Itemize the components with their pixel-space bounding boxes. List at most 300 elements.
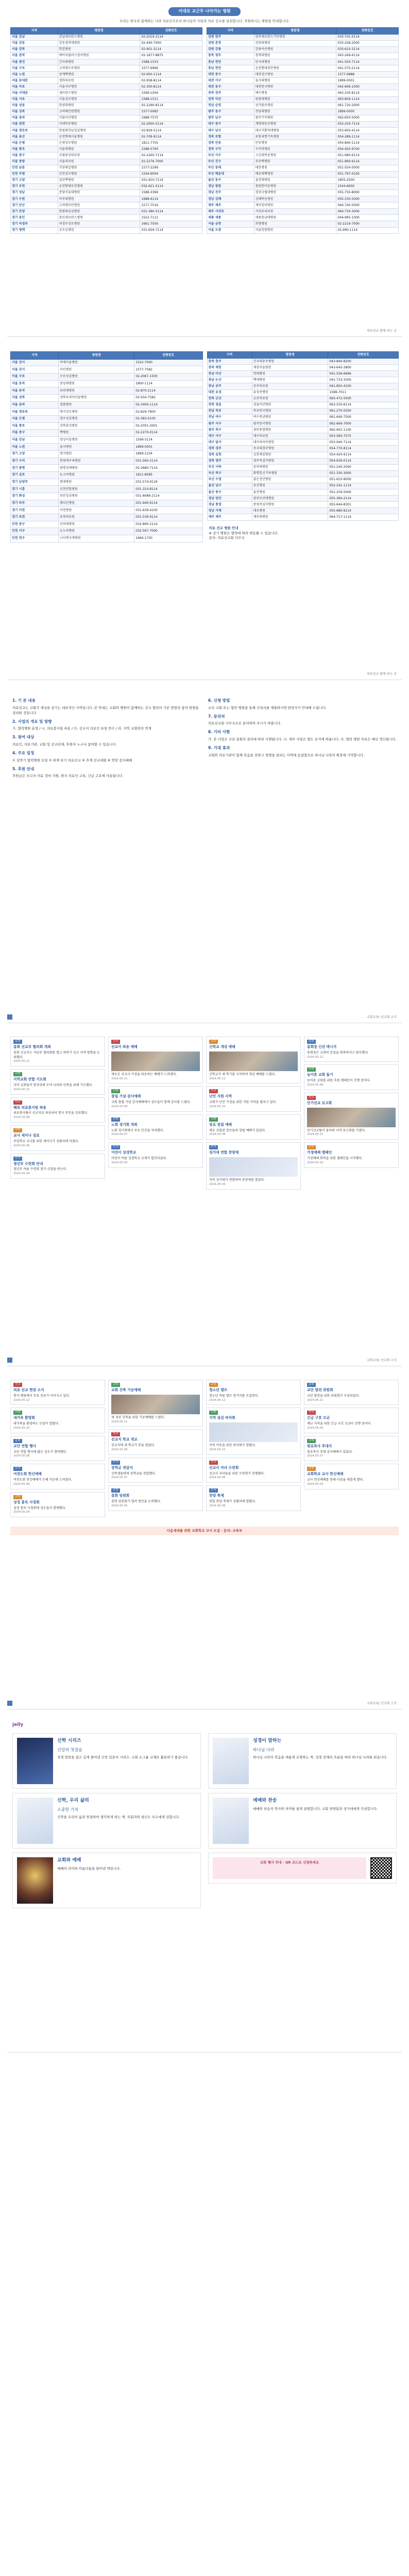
category-badge: 총회 bbox=[13, 1040, 22, 1044]
news-card[interactable] bbox=[304, 1142, 399, 1167]
table-row bbox=[207, 90, 399, 96]
hospital-name-cell: 제천서울병원 bbox=[252, 365, 328, 371]
news-date: 2024.05.08 bbox=[13, 1116, 30, 1120]
news-headline[interactable]: 지역 섬김 바자회 bbox=[209, 1416, 235, 1420]
book-title[interactable]: 교회와 예배 bbox=[57, 1858, 81, 1863]
news-card[interactable] bbox=[10, 1436, 105, 1461]
section-paragraph: 의료인, 의료기관, 교회 및 선교단체, 후원자 누구나 참여할 수 있습니다. bbox=[12, 742, 117, 747]
table-row bbox=[11, 103, 202, 109]
region-cell: 울산 동구 bbox=[207, 177, 254, 183]
column-header: 지역 bbox=[11, 352, 59, 360]
phone-cell: 053-650-4114 bbox=[336, 128, 399, 134]
news-headline[interactable]: 장로 장립 예배 bbox=[209, 1122, 232, 1127]
table-row bbox=[207, 171, 399, 177]
region-cell: 충남 천안 bbox=[207, 59, 254, 65]
book-subtitle: 소중한 가치 bbox=[57, 1807, 79, 1812]
news-headline[interactable]: 농어촌 교회 돕기 bbox=[307, 1073, 333, 1077]
book-title[interactable]: 신학, 우리 삶의 bbox=[57, 1798, 89, 1804]
phone-cell: 02-2276-7000 bbox=[140, 159, 202, 165]
news-headline[interactable]: 총회장 신년 메시지 bbox=[307, 1044, 337, 1049]
book-description: 신학을 우리의 삶과 연결하여 생각하게 하는 책. 목회자와 평신도 모두에게 권합니다. bbox=[57, 1815, 180, 1819]
phone-cell: 041-733-3300 bbox=[328, 377, 399, 383]
news-summary: 가정예배 회복을 위한 캠페인을 시작했다. bbox=[307, 1157, 363, 1161]
news-card[interactable] bbox=[304, 1037, 399, 1062]
hospital-name-cell: 한림대강남성심병원 bbox=[58, 128, 140, 134]
region-cell: 서울 마포 bbox=[11, 84, 58, 90]
category-badge: 교육 bbox=[307, 1467, 316, 1471]
table-row bbox=[207, 96, 399, 103]
category-badge: 교회 bbox=[13, 1411, 22, 1415]
news-date: 2024.05.12 bbox=[307, 1055, 323, 1059]
news-headline[interactable]: 교회학교 교사 헌신예배 bbox=[307, 1472, 344, 1477]
table-row bbox=[207, 65, 399, 72]
news-date: 2024.05.08 bbox=[209, 1133, 226, 1137]
book-description: 하나님 나라의 복음을 새롭게 조명하는 책. 성경 전체의 흐름을 따라 하나님 나라를 읽습니다. bbox=[253, 1755, 388, 1759]
table-row bbox=[207, 496, 399, 502]
hospital-table-left-2 bbox=[10, 351, 203, 543]
phone-cell: 041-550-7114 bbox=[336, 59, 399, 65]
news-card[interactable] bbox=[10, 1380, 105, 1405]
hospital-name-cell: 순천향대천안병원 bbox=[254, 65, 336, 72]
news-column bbox=[10, 1380, 105, 1517]
hospital-name-cell: 건국대충주병원 bbox=[252, 359, 328, 365]
hospital-name-cell: 온누리병원 bbox=[58, 528, 134, 535]
news-card[interactable] bbox=[206, 1458, 301, 1483]
news-photo bbox=[111, 1395, 200, 1414]
news-card[interactable] bbox=[10, 1492, 105, 1517]
region-cell: 충남 천안 bbox=[207, 65, 254, 72]
phone-cell: 031-659-7114 bbox=[140, 227, 202, 233]
news-headline[interactable]: 총회 임원회 bbox=[111, 1494, 130, 1498]
hospital-name-cell: 정읍아산병원 bbox=[252, 402, 328, 408]
hospital-name-cell: 단국대병원 bbox=[254, 59, 336, 65]
region-cell: 경북 구미 bbox=[207, 146, 254, 152]
book-title[interactable]: 신학 시리즈 bbox=[57, 1738, 81, 1744]
news-card[interactable] bbox=[108, 1458, 203, 1483]
hospital-name-cell: 서귀포의료원 bbox=[254, 209, 336, 215]
brand-logo: jelly bbox=[12, 1722, 24, 1727]
category-badge: 총회 bbox=[111, 1488, 120, 1493]
news-headline[interactable]: 원로목사 추대식 bbox=[307, 1444, 332, 1448]
note-item: 문의: 의료선교회 사무국 bbox=[209, 536, 245, 540]
news-headline[interactable]: 선교사 자녀 수련회 bbox=[209, 1465, 239, 1470]
region-cell: 서울 영등포 bbox=[11, 128, 58, 134]
table-row bbox=[207, 458, 399, 464]
news-card[interactable] bbox=[304, 1093, 399, 1140]
category-badge: 교육 bbox=[13, 1128, 22, 1132]
hospital-name-cell: 계명대동산병원 bbox=[254, 121, 336, 127]
region-cell: 대전 동구 bbox=[207, 84, 254, 90]
hospital-name-cell: 중앙대병원 bbox=[58, 380, 134, 387]
news-column bbox=[10, 1037, 105, 1190]
region-cell: 대구 중구 bbox=[207, 121, 254, 127]
book-title[interactable]: 성경이 말하는 bbox=[253, 1738, 282, 1744]
region-cell: 경기 의정부 bbox=[11, 221, 58, 227]
table-row bbox=[11, 121, 202, 127]
category-badge: 교육 bbox=[307, 1145, 316, 1149]
category-badge: 소식 bbox=[13, 1157, 22, 1161]
table-row bbox=[11, 387, 203, 395]
recruit-strip: 다음세대를 위한 교회학교 교사 모집 · 문의: 교육부 bbox=[10, 1527, 399, 1535]
news-card[interactable] bbox=[206, 1380, 301, 1405]
hospital-name-cell: 통영적십자병원 bbox=[252, 502, 328, 508]
news-card[interactable] bbox=[108, 1037, 203, 1083]
table-row bbox=[207, 421, 399, 427]
news-summary: 여전도회 헌신예배가 은혜 가운데 드려졌다. bbox=[13, 1478, 72, 1482]
news-headline[interactable]: 어린이 성경학교 bbox=[111, 1150, 137, 1155]
phone-cell: 032-567-7000 bbox=[134, 528, 202, 535]
hospital-name-cell: 목포한국병원 bbox=[252, 408, 328, 414]
news-headline[interactable]: 단기선교 보고회 bbox=[307, 1100, 332, 1105]
news-column bbox=[206, 1037, 301, 1190]
region-cell: 경기 성남 bbox=[11, 190, 58, 196]
hospital-name-cell: 가천대길병원 bbox=[58, 165, 140, 171]
phone-cell: 051-330-3000 bbox=[328, 470, 399, 477]
article-sheet bbox=[7, 689, 402, 1023]
news-card[interactable] bbox=[206, 1037, 301, 1083]
hospital-name-cell: 울산병원 bbox=[252, 489, 328, 496]
hospital-name-cell: 대구의료원 bbox=[252, 433, 328, 439]
region-cell: 서울 양천 bbox=[11, 121, 58, 127]
column-header: 병원명 bbox=[58, 352, 134, 360]
hospital-name-cell: 강릉아산병원 bbox=[254, 46, 336, 53]
news-headline[interactable]: 지역교회 연합 기도회 bbox=[13, 1077, 46, 1082]
table-row bbox=[207, 414, 399, 420]
phone-cell: 043-269-6114 bbox=[336, 53, 399, 59]
region-cell: 경기 구리 bbox=[11, 457, 59, 465]
phone-cell: 053-560-7575 bbox=[328, 433, 399, 439]
region-cell: 서울 금천 bbox=[207, 221, 254, 227]
phone-cell: 031-639-4100 bbox=[134, 507, 202, 514]
table-row bbox=[11, 40, 202, 46]
table-row bbox=[11, 436, 203, 444]
news-summary: 어린이 여름 성경학교 교재가 발간되었다. bbox=[111, 1157, 167, 1161]
table-row bbox=[11, 78, 202, 84]
news-headline[interactable]: 의료 선교 현장 소식 bbox=[13, 1387, 44, 1392]
news-card[interactable] bbox=[10, 1037, 105, 1066]
news-headline[interactable]: 청소년 캠프 bbox=[209, 1387, 228, 1392]
region-cell: 서울 구로 bbox=[11, 65, 58, 72]
news-date: 2024.05.03 bbox=[209, 1182, 226, 1186]
hospital-name-cell: 군산의료원 bbox=[252, 396, 328, 402]
news-card[interactable] bbox=[108, 1429, 203, 1454]
region-cell: 서울 구로 bbox=[11, 374, 59, 381]
news-photo bbox=[111, 1052, 200, 1071]
region-cell: 서울 성북 bbox=[11, 394, 59, 401]
phone-cell: 1588-7011 bbox=[328, 389, 399, 396]
section-heading: 4. 주요 일정 bbox=[12, 751, 35, 756]
region-cell: 서울 중구 bbox=[11, 152, 58, 159]
news-summary: 새로 선출된 장로들의 장립 예배가 있었다. bbox=[209, 1128, 266, 1132]
phone-cell: 053-940-7114 bbox=[328, 439, 399, 446]
sheet-footer: 교회교육/ 선교회 소식 bbox=[366, 1701, 397, 1705]
news-headline[interactable]: 난민 지원 사역 bbox=[209, 1094, 232, 1099]
phone-cell: 1666-1700 bbox=[134, 535, 202, 542]
phone-cell: 02-2001-2001 bbox=[134, 422, 202, 430]
region-cell: 서울 강서 bbox=[11, 366, 59, 374]
phone-cell: 043-840-8200 bbox=[328, 359, 399, 365]
news-date: 2024.05.09 bbox=[111, 1448, 128, 1451]
news-headline[interactable]: 성경 통독 사경회 bbox=[13, 1500, 40, 1504]
news-summary: 선교지에 새 학교가 문을 열었다. bbox=[111, 1444, 155, 1448]
region-cell: 경기 광명 bbox=[11, 465, 59, 472]
hospital-name-cell: 굿모닝병원 bbox=[58, 227, 140, 233]
phone-cell: 1811-7755 bbox=[140, 140, 202, 146]
news-headline[interactable]: 신학교 개강 예배 bbox=[209, 1044, 235, 1049]
table-row bbox=[207, 446, 399, 452]
news-card[interactable] bbox=[304, 1436, 399, 1461]
book-ad[interactable] bbox=[208, 1733, 397, 1789]
news-card[interactable] bbox=[10, 1069, 105, 1094]
news-card[interactable] bbox=[108, 1380, 203, 1427]
phone-cell: 061-640-7500 bbox=[328, 414, 399, 420]
hospital-name-cell: 현대병원 bbox=[58, 479, 134, 486]
book-title[interactable]: 예배와 찬송 bbox=[253, 1798, 277, 1804]
ads-column-right bbox=[208, 1733, 397, 1908]
category-badge: 교육 bbox=[13, 1495, 22, 1499]
book-ad[interactable] bbox=[12, 1733, 201, 1789]
phone-cell: 051-797-0100 bbox=[336, 171, 399, 177]
table-row bbox=[11, 115, 202, 121]
news-headline[interactable]: 청년부 수련회 안내 bbox=[13, 1161, 43, 1166]
table-row bbox=[207, 389, 399, 396]
sheet-footer: 교회교육/ 선교회 소식 bbox=[366, 1015, 397, 1019]
hospital-name-cell: 대동병원 bbox=[254, 165, 336, 171]
news-headline[interactable]: 창립 기념 감사예배 bbox=[111, 1094, 141, 1099]
phone-cell: 055-360-2114 bbox=[328, 496, 399, 502]
news-summary: 연합 찬양 축제가 성황리에 열렸다. bbox=[209, 1500, 256, 1504]
region-cell: 제주 서귀포 bbox=[207, 209, 254, 215]
phone-cell: 1588-3369 bbox=[140, 190, 202, 196]
news-card[interactable] bbox=[108, 1114, 203, 1140]
hospital-name-cell: 용인세브란스병원 bbox=[58, 215, 140, 221]
news-summary: 노회 정기회에서 주요 안건을 처리했다. bbox=[111, 1128, 164, 1132]
region-cell: 서울 노원 bbox=[11, 444, 59, 451]
hospital-name-cell: 백병원 bbox=[58, 430, 134, 437]
region-cell: 서울 성동 bbox=[11, 103, 58, 109]
table-row bbox=[11, 451, 203, 458]
news-card[interactable] bbox=[10, 1097, 105, 1123]
region-cell: 서울 서초 bbox=[11, 96, 58, 103]
news-sheet-2 bbox=[7, 1376, 402, 1709]
phone-cell: 02-2290-8114 bbox=[140, 103, 202, 109]
region-cell: 대전 유성 bbox=[207, 389, 252, 396]
table-row bbox=[207, 371, 399, 377]
phone-cell: 032-621-5114 bbox=[140, 183, 202, 190]
phone-cell: 043-645-2800 bbox=[328, 365, 399, 371]
news-card[interactable] bbox=[206, 1408, 301, 1454]
table-row bbox=[207, 40, 399, 46]
region-cell: 충북 제천 bbox=[207, 365, 252, 371]
hospital-name-cell: 대구가톨릭대병원 bbox=[254, 128, 336, 134]
phone-cell: 042-606-1000 bbox=[336, 84, 399, 90]
page-number-tag: · bbox=[7, 1358, 12, 1363]
table-row bbox=[11, 401, 203, 409]
region-cell: 광주 서구 bbox=[207, 421, 252, 427]
hospital-tables-2 bbox=[7, 351, 402, 543]
table-row bbox=[11, 134, 202, 140]
table-row bbox=[207, 202, 399, 209]
category-badge: 선교 bbox=[13, 1100, 22, 1105]
table-row bbox=[11, 486, 203, 493]
news-headline[interactable]: 여전도회 헌신예배 bbox=[13, 1472, 42, 1477]
section-heading: 7. 문의처 bbox=[208, 714, 225, 719]
hospital-name-cell: 서울대병원 bbox=[58, 146, 140, 152]
book-ad[interactable] bbox=[12, 1793, 201, 1849]
region-cell: 부산 진구 bbox=[207, 159, 254, 165]
phone-cell: 02-870-2114 bbox=[134, 387, 202, 395]
table-row bbox=[207, 183, 399, 190]
hospital-name-cell: 여수전남병원 bbox=[252, 414, 328, 420]
table-row bbox=[11, 366, 203, 374]
category-badge: 선교 bbox=[307, 1096, 316, 1100]
news-card[interactable] bbox=[10, 1464, 105, 1489]
phone-cell: 061-720-2000 bbox=[336, 103, 399, 109]
news-headline[interactable]: 교회 건축 기공예배 bbox=[111, 1387, 141, 1392]
news-card[interactable] bbox=[304, 1064, 399, 1090]
region-cell: 경기 수원 bbox=[11, 196, 58, 202]
news-card[interactable] bbox=[10, 1125, 105, 1150]
qr-code-icon[interactable] bbox=[370, 1857, 392, 1879]
phone-cell: 1899-0000 bbox=[336, 109, 399, 115]
region-cell: 경기 남양주 bbox=[11, 479, 59, 486]
event-ad[interactable] bbox=[208, 1853, 397, 1884]
table-row bbox=[11, 146, 202, 152]
news-headline[interactable]: 선교사 파송 예배 bbox=[111, 1044, 138, 1049]
news-card[interactable] bbox=[206, 1086, 301, 1111]
table-row bbox=[11, 183, 202, 190]
news-headline[interactable]: 해외 의료봉사팀 파송 bbox=[13, 1105, 46, 1110]
table-row bbox=[207, 159, 399, 165]
book-ad[interactable] bbox=[12, 1853, 201, 1908]
hospital-name-cell: 대우병원 bbox=[252, 508, 328, 514]
phone-cell: 031-310-8114 bbox=[134, 486, 202, 493]
news-card[interactable] bbox=[108, 1485, 203, 1511]
region-cell: 광주 북구 bbox=[207, 427, 252, 433]
hospital-name-cell: 백제병원 bbox=[252, 377, 328, 383]
article-column-left bbox=[12, 694, 201, 782]
phone-cell: 055-750-8000 bbox=[336, 190, 399, 196]
news-summary: 청년부 여름 수련회 참가 신청을 받는다. bbox=[13, 1167, 67, 1172]
region-cell: 경북 포항 bbox=[207, 134, 254, 140]
phone-cell: 041-850-4100 bbox=[328, 383, 399, 389]
table-row bbox=[11, 465, 203, 472]
table-row bbox=[207, 115, 399, 121]
region-cell: 충북 충주 bbox=[207, 359, 252, 365]
news-card[interactable] bbox=[304, 1464, 399, 1489]
category-badge: 선교 bbox=[307, 1411, 316, 1415]
category-badge: 선교 bbox=[13, 1383, 22, 1387]
table-row bbox=[207, 134, 399, 140]
phone-cell: 051-610-9000 bbox=[328, 477, 399, 483]
article-column-right bbox=[208, 694, 397, 782]
table-row bbox=[207, 427, 399, 433]
note-item: ※ 상기 병원은 협약에 따라 변동될 수 있습니다. bbox=[209, 531, 279, 536]
news-headline[interactable]: 찬양 축제 bbox=[209, 1494, 224, 1498]
news-card[interactable] bbox=[10, 1408, 105, 1433]
news-date: 2024.05.08 bbox=[209, 1476, 226, 1480]
news-headline[interactable]: 긴급 구호 모금 bbox=[307, 1416, 330, 1420]
news-card[interactable] bbox=[206, 1114, 301, 1140]
news-summary: 총회장은 교회의 본질을 회복하자고 당부했다. bbox=[307, 1050, 369, 1055]
news-date: 2024.05.08 bbox=[13, 1454, 30, 1458]
phone-cell: 02-958-8114 bbox=[140, 78, 202, 84]
book-ad[interactable] bbox=[208, 1793, 397, 1849]
phone-cell: 1544-9004 bbox=[140, 171, 202, 177]
table-row bbox=[207, 383, 399, 389]
news-headline[interactable]: 교사 세미나 성료 bbox=[13, 1133, 40, 1138]
news-headline[interactable]: 장학금 전달식 bbox=[111, 1465, 133, 1470]
table-row bbox=[11, 380, 203, 387]
region-cell: 경기 용인 bbox=[11, 215, 58, 221]
news-headline[interactable]: 성가대 연합 찬양제 bbox=[209, 1150, 239, 1155]
news-headline[interactable]: 선교지 학교 개교 bbox=[111, 1437, 138, 1442]
table-row bbox=[11, 221, 202, 227]
phone-cell: 1577-9966 bbox=[140, 65, 202, 72]
hospital-name-cell: 김천제일병원 bbox=[252, 452, 328, 458]
region-cell: 서울 광진 bbox=[11, 59, 58, 65]
news-card[interactable] bbox=[10, 1154, 105, 1179]
news-card[interactable] bbox=[206, 1485, 301, 1511]
phone-cell: 061-270-5500 bbox=[328, 408, 399, 414]
news-date: 2024.05.09 bbox=[307, 1083, 323, 1087]
table-row bbox=[207, 489, 399, 496]
news-headline[interactable]: 노회 정기회 개최 bbox=[111, 1122, 138, 1127]
hospital-name-cell: 청구성심병원 bbox=[58, 415, 134, 422]
ads-sheet bbox=[7, 1719, 402, 2053]
news-card[interactable] bbox=[304, 1380, 399, 1405]
phone-cell: 063-472-5000 bbox=[328, 396, 399, 402]
news-headline[interactable]: 교단 연합 행사 bbox=[13, 1444, 37, 1448]
table-row bbox=[11, 128, 202, 134]
news-headline[interactable]: 가정예배 캠페인 bbox=[307, 1150, 332, 1155]
news-date: 2024.05.10 bbox=[209, 1105, 226, 1108]
region-cell: 서울 은평 bbox=[11, 140, 58, 146]
news-headline[interactable]: 총회 선교부 협의회 개최 bbox=[13, 1044, 51, 1049]
news-columns bbox=[7, 1032, 402, 1199]
table-row bbox=[207, 177, 399, 183]
news-summary: 교회 창립 기념 감사예배에서 성도들이 함께 감사를 드렸다. bbox=[111, 1100, 191, 1105]
news-date: 2024.05.10 bbox=[13, 1426, 30, 1430]
region-cell: 전남 목포 bbox=[207, 408, 252, 414]
news-card[interactable] bbox=[206, 1142, 301, 1189]
category-badge: 총회 bbox=[111, 1117, 120, 1122]
news-card[interactable] bbox=[108, 1142, 203, 1167]
news-card[interactable] bbox=[304, 1408, 399, 1433]
phone-cell: 1522-7112 bbox=[140, 215, 202, 221]
hospital-name-cell: 대구파티마병원 bbox=[252, 439, 328, 446]
region-cell: 인천 남동 bbox=[11, 165, 58, 171]
news-headline[interactable]: 새가족 환영회 bbox=[13, 1416, 35, 1420]
news-photo bbox=[209, 1052, 298, 1071]
table-row bbox=[11, 514, 203, 521]
news-headline[interactable]: 교단 발전 위원회 bbox=[307, 1387, 333, 1392]
region-cell: 부산 사하 bbox=[207, 464, 252, 470]
table-row bbox=[207, 502, 399, 508]
region-cell: 경기 고양 bbox=[11, 451, 59, 458]
news-date: 2024.05.06 bbox=[13, 1482, 30, 1486]
phone-cell: 1577-2299 bbox=[140, 165, 202, 171]
news-date: 2024.05.06 bbox=[13, 1144, 30, 1147]
phone-cell: 031-574-9119 bbox=[134, 479, 202, 486]
hospital-name-cell: 유성선병원 bbox=[252, 389, 328, 396]
ads-column-left bbox=[12, 1733, 201, 1908]
region-cell: 광주 남구 bbox=[207, 115, 254, 121]
news-card[interactable] bbox=[108, 1086, 203, 1111]
hospital-name-cell: 원주세브란스기독병원 bbox=[254, 34, 336, 40]
hospital-name-cell: 원광대병원 bbox=[254, 96, 336, 103]
table-row bbox=[11, 415, 203, 422]
